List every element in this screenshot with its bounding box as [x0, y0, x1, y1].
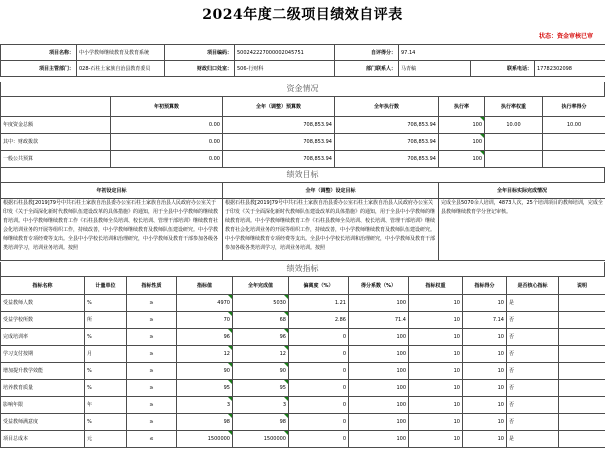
ind-unit: 所 — [85, 312, 127, 329]
ind-score: 10 — [463, 329, 507, 346]
ind-done: 1500000 — [233, 431, 289, 448]
ind-deviation: 1.21 — [289, 295, 349, 312]
ind-done: 68 — [233, 312, 289, 329]
ind-score: 10 — [463, 295, 507, 312]
ind-deviation: 0 — [289, 329, 349, 346]
ind-desc — [559, 431, 605, 448]
office-value: 506-行财科 — [235, 61, 335, 77]
indicator-row — [1, 346, 605, 363]
ind-deviation: 2.86 — [289, 312, 349, 329]
ind-core: 否 — [507, 312, 559, 329]
funds-row-weight — [485, 134, 543, 151]
section-funds: 资金情况 — [0, 82, 605, 96]
ind-core: 否 — [507, 414, 559, 431]
ind-core: 否 — [507, 346, 559, 363]
targets-header-initial: 年初设定目标 — [1, 183, 223, 199]
self-score-label: 自评得分： — [335, 45, 399, 61]
ind-deviation: 0 — [289, 380, 349, 397]
ind-done: 12 — [233, 346, 289, 363]
ind-coef: 71.4 — [349, 312, 409, 329]
funds-row-rate: 100 — [439, 117, 485, 134]
ind-desc — [559, 380, 605, 397]
ind-core: 否 — [507, 329, 559, 346]
funds-row-score — [543, 151, 605, 168]
ind-weight: 10 — [409, 312, 463, 329]
funds-header-adjusted: 全年（调整）预算数 — [223, 97, 335, 117]
ind-score: 10 — [463, 380, 507, 397]
ind-desc — [559, 414, 605, 431]
ind-weight: 10 — [409, 329, 463, 346]
ind-unit: % — [85, 329, 127, 346]
ind-core: 否 — [507, 380, 559, 397]
project-name-value: 中小学教师继续教育及教育系统 — [77, 45, 165, 61]
ind-nature: ≥ — [127, 363, 177, 380]
ind-desc — [559, 295, 605, 312]
funds-row-weight — [485, 151, 543, 168]
ind-name: 培养教育质量 — [1, 380, 85, 397]
ind-name: 学习支付按期 — [1, 346, 85, 363]
ind-score: 10 — [463, 346, 507, 363]
ind-header-coef: 得分系数（%） — [349, 277, 409, 295]
ind-unit: % — [85, 380, 127, 397]
ind-header-weight: 指标权重 — [409, 277, 463, 295]
funds-row-score: 10.00 — [543, 117, 605, 134]
indicator-row — [1, 312, 605, 329]
ind-score: 7.14 — [463, 312, 507, 329]
funds-row-budget: 0.00 — [111, 117, 223, 134]
ind-nature: ≥ — [127, 397, 177, 414]
ind-coef: 100 — [349, 329, 409, 346]
ind-target: 95 — [177, 380, 233, 397]
ind-deviation: 0 — [289, 363, 349, 380]
phone-label: 联系电话： — [471, 61, 535, 77]
section-targets: 绩效目标 — [0, 168, 605, 182]
funds-row-budget: 0.00 — [111, 134, 223, 151]
self-score-value: 97.14 — [399, 45, 605, 61]
dept-label: 项目主管部门： — [1, 61, 77, 77]
ind-unit: % — [85, 363, 127, 380]
funds-row-label: 一般公共预算 — [1, 151, 111, 168]
ind-name: 受益学校所数 — [1, 312, 85, 329]
targets-actual-text: 完成全县5070余人培训，4873人次，25个培训项目的教师培训，完成全县教师继续教育学分登记审核。 — [439, 199, 605, 261]
funds-row-executed: 708,853.94 — [335, 151, 439, 168]
targets-adjusted-text: 根据石柱县教[2019]79号中共石柱土家族自治县委办公室石柱土家族自治县人民政府办公室关于印发《关于全面深化新时代教师队伍建设改革的具体措施》的通知，用于全县中小学教师的继续教育培训。中小学教师继续教育工作《石柱县教师全员培训、校长培训、管理干部培训》继续教育社会化培训业务的开展等组织工作，持续改善，中小学教师继续教育及教师队伍建设研究。中小学教师继续教育专项经费等支出。全县中小学校长培训和治理研究，中小学教师及教育干部参加各级各类培训学习，培训业务培训。按照 — [223, 199, 439, 261]
funds-row-rate: 100 — [439, 151, 485, 168]
ind-nature: ≤ — [127, 431, 177, 448]
indicator-row — [1, 363, 605, 380]
ind-score: 10 — [463, 414, 507, 431]
funds-header-rate: 执行率 — [439, 97, 485, 117]
targets-table — [0, 182, 605, 261]
ind-desc — [559, 312, 605, 329]
ind-name: 受益教师人数 — [1, 295, 85, 312]
targets-header-adjusted: 全年（调整）设定目标 — [223, 183, 439, 199]
ind-weight: 10 — [409, 380, 463, 397]
ind-weight: 10 — [409, 431, 463, 448]
ind-coef: 100 — [349, 346, 409, 363]
ind-header-score: 指标得分 — [463, 277, 507, 295]
funds-header-score: 执行率得分 — [543, 97, 605, 117]
ind-target: 1500000 — [177, 431, 233, 448]
section-indicators: 绩效指标 — [0, 262, 605, 276]
ind-weight: 10 — [409, 363, 463, 380]
funds-row-budget: 0.00 — [111, 151, 223, 168]
indicator-row — [1, 414, 605, 431]
ind-done: 96 — [233, 329, 289, 346]
person-value: 马青稿 — [399, 61, 471, 77]
ind-unit: % — [85, 295, 127, 312]
ind-done: 98 — [233, 414, 289, 431]
funds-row-adjusted: 708,853.94 — [223, 151, 335, 168]
ind-target: 96 — [177, 329, 233, 346]
office-label: 财政归口处室： — [165, 61, 235, 77]
ind-score: 10 — [463, 431, 507, 448]
ind-name: 受益教师满意度 — [1, 414, 85, 431]
funds-header-executed: 全年执行数 — [335, 97, 439, 117]
page-title: 2024年度二级项目绩效自评表 — [202, 7, 403, 23]
ind-target: 3 — [177, 397, 233, 414]
ind-coef: 100 — [349, 414, 409, 431]
ind-coef: 100 — [349, 295, 409, 312]
indicator-row — [1, 397, 605, 414]
funds-row-rate: 100 — [439, 134, 485, 151]
ind-desc — [559, 346, 605, 363]
funds-row-label: 其中：财政拨款 — [1, 134, 111, 151]
ind-desc — [559, 397, 605, 414]
project-name-label: 项目名称： — [1, 45, 77, 61]
dept-value: 028-石柱土家族自治县教育委员 — [77, 61, 165, 77]
ind-header-desc: 说明 — [559, 277, 605, 295]
ind-name: 完成培训率 — [1, 329, 85, 346]
ind-desc — [559, 329, 605, 346]
funds-row-executed: 708,853.94 — [335, 117, 439, 134]
ind-weight: 10 — [409, 414, 463, 431]
ind-core: 否 — [507, 363, 559, 380]
ind-header-deviation: 偏离度（%） — [289, 277, 349, 295]
targets-header-actual: 全年目标实际完成情况 — [439, 183, 605, 199]
ind-target: 70 — [177, 312, 233, 329]
indicator-row — [1, 329, 605, 346]
ind-coef: 100 — [349, 397, 409, 414]
funds-table — [0, 96, 605, 168]
ind-weight: 10 — [409, 346, 463, 363]
ind-weight: 10 — [409, 397, 463, 414]
ind-done: 95 — [233, 380, 289, 397]
ind-deviation: 0 — [289, 397, 349, 414]
funds-row-adjusted: 708,853.94 — [223, 117, 335, 134]
ind-core: 是 — [507, 295, 559, 312]
ind-unit: 月 — [85, 346, 127, 363]
ind-target: 98 — [177, 414, 233, 431]
ind-name: 影响年限 — [1, 397, 85, 414]
funds-row-label: 年度资金总额 — [1, 117, 111, 134]
ind-header-unit: 计量单位 — [85, 277, 127, 295]
ind-deviation: 0 — [289, 431, 349, 448]
ind-score: 10 — [463, 363, 507, 380]
ind-target: 4970 — [177, 295, 233, 312]
info-table — [0, 44, 605, 77]
person-label: 部门联系人： — [335, 61, 399, 77]
ind-done: 3 — [233, 397, 289, 414]
ind-done: 5030 — [233, 295, 289, 312]
ind-header-target: 指标值 — [177, 277, 233, 295]
funds-header-budget: 年初预算数 — [111, 97, 223, 117]
indicator-row — [1, 380, 605, 397]
ind-score: 10 — [463, 397, 507, 414]
ind-coef: 100 — [349, 380, 409, 397]
ind-coef: 100 — [349, 431, 409, 448]
ind-core: 是 — [507, 431, 559, 448]
phone-value: 17782302098 — [535, 61, 605, 77]
indicator-row — [1, 431, 605, 448]
ind-nature: ≥ — [127, 312, 177, 329]
funds-row-adjusted: 708,853.94 — [223, 134, 335, 151]
ind-desc — [559, 363, 605, 380]
ind-unit: 年 — [85, 397, 127, 414]
funds-header-blank — [1, 97, 111, 117]
funds-header-weight: 执行率权重 — [485, 97, 543, 117]
project-code-value: 500242227000002045751 — [235, 45, 335, 61]
ind-done: 90 — [233, 363, 289, 380]
targets-initial-text: 根据石柱县教[2019]79号中共石柱土家族自治县委办公室石柱土家族自治县人民政府办公室关于印发《关于全面深化新时代教师队伍建设改革的具体措施》的通知，用于全县中小学教师的继续教育培训。中小学教师继续教育工作《石柱县教师全员培训、校长培训、管理干部培训》继续教育社会化培训业务的开展等组织工作，持续改善，中小学教师继续教育及教师队伍建设研究。中小学教师继续教育专项经费等支出。全县中小学校长培训和治理研究，中小学教师及教育干部参加各级各类培训学习，培训业务培训。按照 — [1, 199, 223, 261]
ind-nature: ≥ — [127, 295, 177, 312]
indicator-row — [1, 295, 605, 312]
ind-unit: % — [85, 414, 127, 431]
ind-header-done: 全年完成值 — [233, 277, 289, 295]
ind-nature: ≥ — [127, 329, 177, 346]
ind-name: 项目总成本 — [1, 431, 85, 448]
status-note: 状态：资金审核已审 — [538, 33, 593, 40]
ind-coef: 100 — [349, 363, 409, 380]
ind-core: 否 — [507, 397, 559, 414]
ind-target: 90 — [177, 363, 233, 380]
ind-deviation: 0 — [289, 346, 349, 363]
ind-name: 增加提升教学效能 — [1, 363, 85, 380]
ind-nature: ≥ — [127, 414, 177, 431]
project-code-label: 项目编码： — [165, 45, 235, 61]
ind-deviation: 0 — [289, 414, 349, 431]
funds-row-weight: 10.00 — [485, 117, 543, 134]
funds-row-score — [543, 134, 605, 151]
funds-row-executed: 708,853.94 — [335, 134, 439, 151]
ind-header-nature: 指标性质 — [127, 277, 177, 295]
ind-weight: 10 — [409, 295, 463, 312]
ind-header-core: 是否核心指标 — [507, 277, 559, 295]
ind-header-name: 指标名称 — [1, 277, 85, 295]
ind-unit: 元 — [85, 431, 127, 448]
ind-nature: ≥ — [127, 380, 177, 397]
ind-nature: ≥ — [127, 346, 177, 363]
indicators-header-row — [1, 277, 605, 295]
ind-target: 12 — [177, 346, 233, 363]
indicators-table — [0, 276, 605, 448]
